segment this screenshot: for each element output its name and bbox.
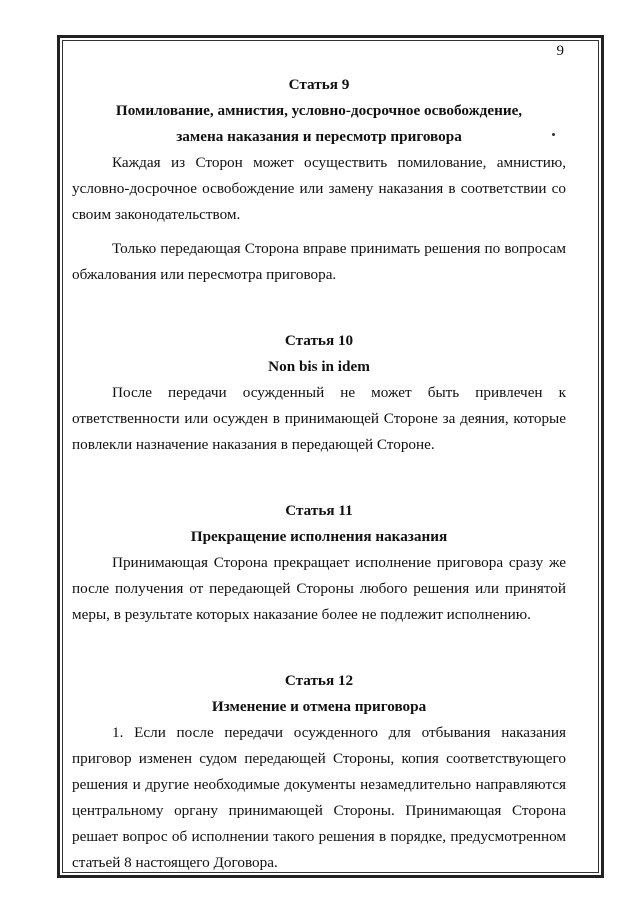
page-number: 9 [556,43,564,59]
article-number: Статья 11 [285,502,353,519]
paragraph: 1. Если после передачи осужденного для отбывания наказания приговор изменен судом передающей Стороны, копия соответствующего решения и другие необходимые документы незамедлительно направляются центральному органу принимающей Стороны. Принимающая Сторона решает вопрос об исполнении такого решения в порядке, предусмотренном статьей 8 настоящего Договора. [72,724,566,871]
article-number: Статья 12 [284,672,354,689]
article-10 [72,328,566,458]
paragraph: После передачи осужденный не может быть привлечен к ответственности или осужден в принимающей Стороне за деяния, которые повлекли назначение наказания в передающей Стороне. [72,384,566,453]
article-title: Помилование, амнистия, условно-досрочное освобождение, [115,102,523,119]
article-9 [72,72,566,288]
scan-speck [552,133,555,136]
paragraph: Только передающая Сторона вправе принимать решения по вопросам обжалования или пересмотра приговора. [72,240,566,283]
document-body [72,72,566,876]
article-number: Статья 9 [288,76,350,93]
article-12 [72,668,566,876]
article-title: Non bis in idem [268,358,370,375]
article-title: замена наказания и пересмотр приговора [176,128,462,145]
article-title: Прекращение исполнения наказания [190,528,448,545]
paragraph: Каждая из Сторон может осуществить помилование, амнистию, условно-досрочное освобождение или замену наказания в соответствии со своим законодательством. [72,154,566,223]
article-title: Изменение и отмена приговора [211,698,427,715]
article-11 [72,498,566,628]
paragraph: Принимающая Сторона прекращает исполнение приговора сразу же после получения от передающей Стороны любого решения или принятой меры, в результате которых наказание более не подлежит исполнению. [72,554,566,623]
article-number: Статья 10 [284,332,354,349]
